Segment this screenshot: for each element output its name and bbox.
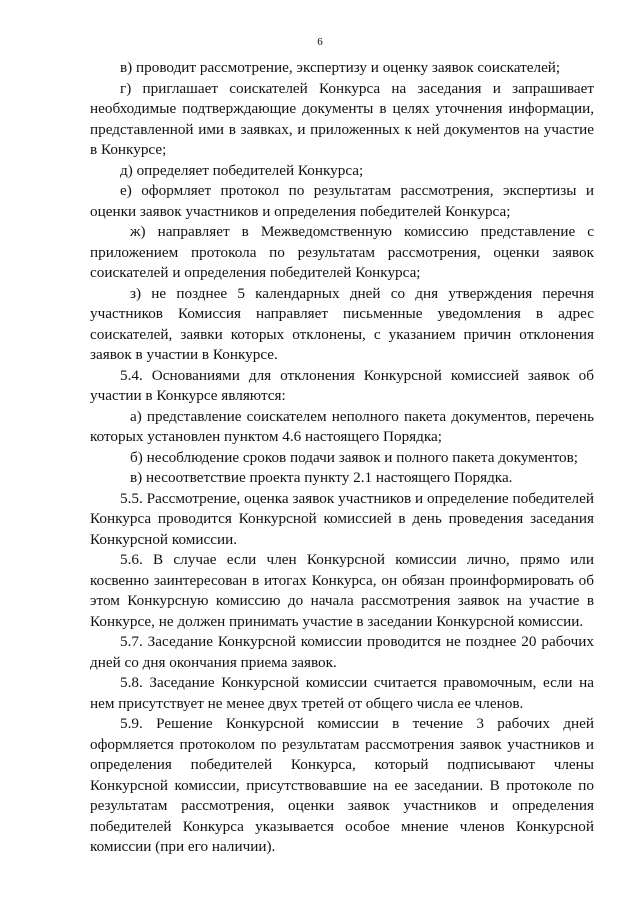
paragraph-5-9: 5.9. Решение Конкурсной комиссии в течение 3 рабочих дней оформляется протоколом по результатам рассмотрения заявок участников и определения победителей Конкурса, который подписывают члены Конкурсной комиссии, присутствовавшие на ее заседании. В протоколе по результатам рассмотрения, оценки заявок участников и определения победителей Конкурса указывается особое мнение членов Конкурсной комиссии (при его наличии). [90, 715, 594, 855]
paragraph-5-5: 5.5. Рассмотрение, оценка заявок участников и определение победителей Конкурса проводится Конкурсной комиссией в день проведения заседания Конкурсной комиссии. [90, 489, 594, 548]
paragraph-5-7: 5.7. Заседание Конкурсной комиссии проводится не позднее 20 рабочих дней со дня окончания приема заявок. [90, 633, 594, 671]
page-number: 6 [317, 36, 323, 48]
document-body [90, 58, 594, 858]
paragraph-z-notification: з) не позднее 5 календарных дней со дня утверждения перечня участников Комиссия направляет письменные уведомления в адрес соискателей, заявки которых отклонены, с указанием причин отклонения заявок в участии в Конкурсе. [90, 284, 594, 363]
paragraph-5-4: 5.4. Основаниями для отклонения Конкурсной комиссией заявок об участии в Конкурсе являются: [90, 366, 594, 404]
paragraph-d-winners: д) определяет победителей Конкурса; [120, 161, 364, 179]
paragraph-e-protocol: е) оформляет протокол по результатам рассмотрения, экспертизы и оценки заявок участников и определения победителей Конкурса; [90, 182, 594, 220]
paragraph-5-8: 5.8. Заседание Конкурсной комиссии считается правомочным, если на нем присутствует не менее двух третей от общего числа ее членов. [90, 674, 594, 712]
paragraph-5-4-a: а) представление соискателем неполного пакета документов, перечень которых установлен пунктом 4.6 настоящего Порядка; [90, 407, 594, 445]
paragraph-zh-submission: ж) направляет в Межведомственную комиссию представление с приложением протокола по результатам рассмотрения, оценки заявок соискателей и определения победителей Конкурса; [90, 223, 594, 281]
paragraph-5-4-v: в) несоответствие проекта пункту 2.1 настоящего Порядка. [130, 469, 513, 486]
paragraph-5-4-b: б) несоблюдение сроков подачи заявок и полного пакета документов; [130, 448, 579, 466]
paragraph-g-invite: г) приглашает соискателей Конкурса на заседания и запрашивает необходимые подтверждающие документы в целях уточнения информации, представленной ими в заявках, и приложенных к ней документов на участие в Конкурсе; [90, 79, 594, 158]
paragraph-5-6: 5.6. В случае если член Конкурсной комиссии лично, прямо или косвенно заинтересован в итогах Конкурса, он обязан проинформировать об этом Конкурсную комиссию до начала рассмотрения заявок на участие в Конкурсе, не должен принимать участие в заседании Конкурсной комиссии. [90, 551, 594, 630]
paragraph-v-review: в) проводит рассмотрение, экспертизу и оценку заявок соискателей; [120, 59, 561, 76]
